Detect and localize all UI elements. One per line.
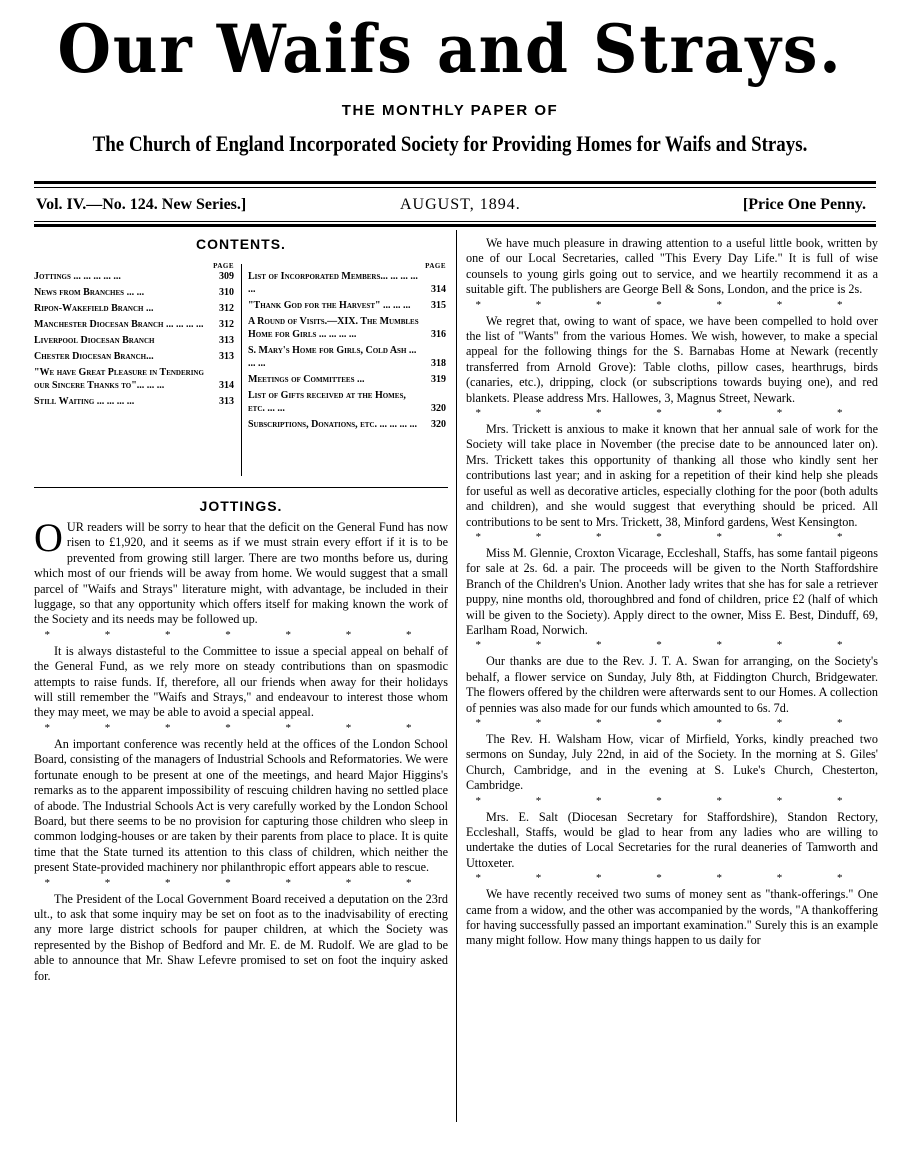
issue-rule-thick [34,224,876,227]
jottings-paragraph: Miss M. Glennie, Croxton Vicarage, Eccleshall, Staffs, has some fantail pigeons for sale at 2s. 6d. a pair. The proceeds will be given to the North Staffordshire Branch of the Children's Union. Another lady writes that she has for sale a retriever puppy, nine months old, thoroughbred and fond of children, price £2 (half of which will be given to the Society). Apply direct to the owner, Miss E. Best, Dinduff, 69, Earlham Road, Norwich. [466,545,878,637]
header-rule-thin [34,187,876,188]
section-stars: * * * * * * * [44,628,438,641]
section-stars: * * * * * * * [475,298,869,311]
contents-right-column [248,262,446,434]
toc-label: S. Mary's Home for Girls, Cold Ash ... ... ... [248,345,417,369]
contents-title: CONTENTS. [196,236,286,252]
section-stars: * * * * * * * [475,872,869,885]
page-header-right: PAGE [425,262,446,270]
toc-label: "Thank God for the Harvest" ... ... ... [248,300,411,311]
jottings-rule [34,487,448,488]
section-stars: * * * * * * * [44,721,438,734]
toc-page: 314 [431,284,446,295]
toc-label: Liverpool Diocesan Branch [34,335,155,346]
jottings-paragraph: We regret that, owing to want of space, we have been compelled to hold over the list of "Wants" from the various Homes. We wish, however, to make a special appeal for the following things for the S. Barnabas Home at Newark (recently transferred from Arnold Grove): Table cloths, pillow cases, hearthrugs, birds (canaries, etc.), dripping, clock (or subscriptions towards buying one), and red blankets. Please address Mrs. Hallowes, 3, Magnus Street, Newark. [466,313,878,405]
jottings-paragraph: It is always distasteful to the Committee to issue a special appeal on behalf of the General Fund, as we rely more on steady contributions than on spasmodic attempts to raise funds. If, therefore, all our friends when away for their holidays will still remember the "Waifs and Strays," and endeavour to interest those whom they may meet, we may be able to avoid a special appeal. [34,643,448,720]
column-divider [456,230,457,1122]
toc-label: Chester Diocesan Branch... [34,351,154,362]
paper-subtitle: THE MONTHLY PAPER OF [341,102,559,119]
toc-page: 312 [219,319,234,330]
jottings-paragraph [34,515,448,628]
issue-rule-thin [34,221,876,222]
toc-page: 320 [431,403,446,414]
page-header-left: PAGE [213,262,234,270]
toc-entry [34,395,234,408]
contents-box [34,236,448,480]
toc-entry [248,299,446,312]
toc-label: Meetings of Committees ... [248,374,365,385]
toc-page: 310 [219,287,234,298]
jottings-paragraph: We have much pleasure in drawing attention to a useful little book, written by one of our Local Secretaries, called "This Every Day Life." It is full of wise counsels to young girls going out to service, and we heartily recommend it as a suitable gift. The publishers are George Bell & Sons, London, and the price is 2s. [466,236,878,297]
toc-label: Ripon-Wakefield Branch ... [34,303,154,314]
toc-page: 320 [431,419,446,430]
toc-page: 312 [219,303,234,314]
toc-entry [248,389,446,415]
toc-label: Jottings ... ... ... ... ... [34,271,121,282]
section-stars: * * * * * * * [475,639,869,652]
section-stars: * * * * * * * [475,530,869,543]
contents-separator [241,264,242,476]
toc-entry [34,302,234,315]
issue-volume: Vol. IV.—No. 124. New Series.] [36,196,247,213]
toc-entry [248,315,446,341]
section-stars: * * * * * * * [475,407,869,420]
toc-label: Still Waiting ... ... ... ... [34,396,135,407]
toc-entry [34,334,234,347]
toc-page: 314 [219,380,234,391]
issue-line [36,196,866,218]
contents-left-column [34,262,234,411]
jottings-paragraph: We have recently received two sums of money sent as "thank-offerings." One came from a widow, and the other was accompanied by the words, "A thankoffering for having successfully passed an important examination." Surely this is an example many might follow. How many things happen to us daily for [466,887,878,948]
toc-page: 313 [219,396,234,407]
jottings-title: JOTTINGS. [199,498,283,514]
jottings-paragraph: Mrs. E. Salt (Diocesan Secretary for Staffordshire), Standon Rectory, Eccleshall, Staffs, would be glad to hear from any ladies who are willing to undertake the duties of Local Secretaries for the rural deaneries of Tamworth and Uttoxeter. [466,809,878,870]
toc-page: 315 [431,300,446,311]
header-rule-thick [34,181,876,184]
section-stars: * * * * * * * [475,794,869,807]
jottings-paragraph: Our thanks are due to the Rev. J. T. A. Swan for arranging, on the Society's behalf, a flower service on Sunday, July 8th, at Fiddington Church, Bridgewater. The flowers offered by the children were afterwards sent to our Homes. A collection of pennies was also made for our funds which amounted to 6s. 7d. [466,654,878,715]
toc-label: Subscriptions, Donations, etc. ... ... ... ... [248,419,418,430]
toc-page: 313 [219,335,234,346]
right-column-body [466,236,878,949]
toc-entry [248,344,446,370]
drop-cap: O [34,515,63,560]
masthead [0,8,900,157]
section-stars: * * * * * * * [475,716,869,729]
section-stars: * * * * * * * [44,876,438,889]
toc-entry [248,418,446,431]
toc-entry [34,366,234,392]
issue-price: [Price One Penny. [742,196,866,213]
jottings-paragraph: The Rev. H. Walsham How, vicar of Mirfield, Yorks, kindly preached two sermons on Sunday, July 22nd, in aid of the Society. In the morning at S. Giles' Church, Cambridge, and in the evening at S. Luke's Church, Chesterton, Cambridge. [466,731,878,793]
toc-label: A Round of Visits.—XIX. The Mumbles Home for Girls ... ... ... ... [248,316,419,340]
paragraph-text: UR readers will be sorry to hear that the deficit on the General Fund has now risen to £1,920, and it seems as if we must strain every effort if it is to be prevented from growing still larger. There are two months before us, during which most of our friends will be away from home. We would suggest that a small parcel of "Waifs and Strays" literature might, with advantage, be included in their luggage, so that any opportunity which offers itself for making known the work of the Society and its needs may be followed up. [34,520,448,627]
jottings-paragraph: Mrs. Trickett is anxious to make it known that her annual sale of work for the Society will take place in November (the precise date to be announced later on). Mrs. Trickett takes this opportunity of thanking all those who kindly sent her contributions last year; and in asking for a repetition of their kind help she pleads for useful as well as decorative articles, especially clothing for the poor (both adults and children), and she would suggest that everything should be priced. All contributions to be sent to Mrs. Trickett, 38, Minford gardens, West Kensington. [466,422,878,529]
toc-label: List of Gifts received at the Homes, etc. ... ... [248,390,406,414]
toc-entry [34,270,234,283]
toc-label: List of Incorporated Members... ... ... ... ... [248,271,418,295]
paper-title: Our Waifs and Strays. [57,10,843,88]
issue-date: AUGUST, 1894. [400,196,521,213]
toc-entry [248,270,446,296]
jottings-paragraph: The President of the Local Government Board received a deputation on the 23rd ult., to ask that some inquiry may be set on foot as to the inadvisability of erecting any more large district schools for pauper children, at which the Society was represented by the Bishop of Bedford and Mr. E. de M. Rudolf. We are glad to be able to announce that Mr. Shaw Lefevre promised to set on foot the inquiry asked for. [34,891,448,983]
toc-page: 319 [431,374,446,385]
toc-page: 313 [219,351,234,362]
toc-page: 316 [431,329,446,340]
toc-label: News from Branches ... ... [34,287,145,298]
toc-entry [34,350,234,363]
toc-page: 318 [431,358,446,369]
toc-entry [34,318,234,331]
jottings-paragraph: An important conference was recently held at the offices of the London School Board, consisting of the managers of Industrial Schools and Reformatories. We were fortunate enough to be present at one of the meetings, and heard Major Higgins's remarks as to the apparent impossibility of rescuing children having no settled place of abode. The Industrial Schools Act is very carefully worked by the London School Board, but there seems to be no provision for capturing those children who sleep in common lodging-houses or are taken by their parents from place to place. It is quite time that the State turned its attention to this class of children, which neither the present State-provided machinery nor philanthropic effort appears able to rescue. [34,736,448,875]
toc-label: Manchester Diocesan Branch ... ... ... ... [34,319,204,330]
toc-page: 309 [219,271,234,282]
society-name: The Church of England Incorporated Society for Providing Homes for Waifs and Strays. [92,131,808,156]
toc-label: "We have Great Pleasure in Tendering our Sincere Thanks to"... ... ... [34,367,204,391]
toc-entry [248,373,446,386]
left-column-body [34,515,448,984]
toc-entry [34,286,234,299]
